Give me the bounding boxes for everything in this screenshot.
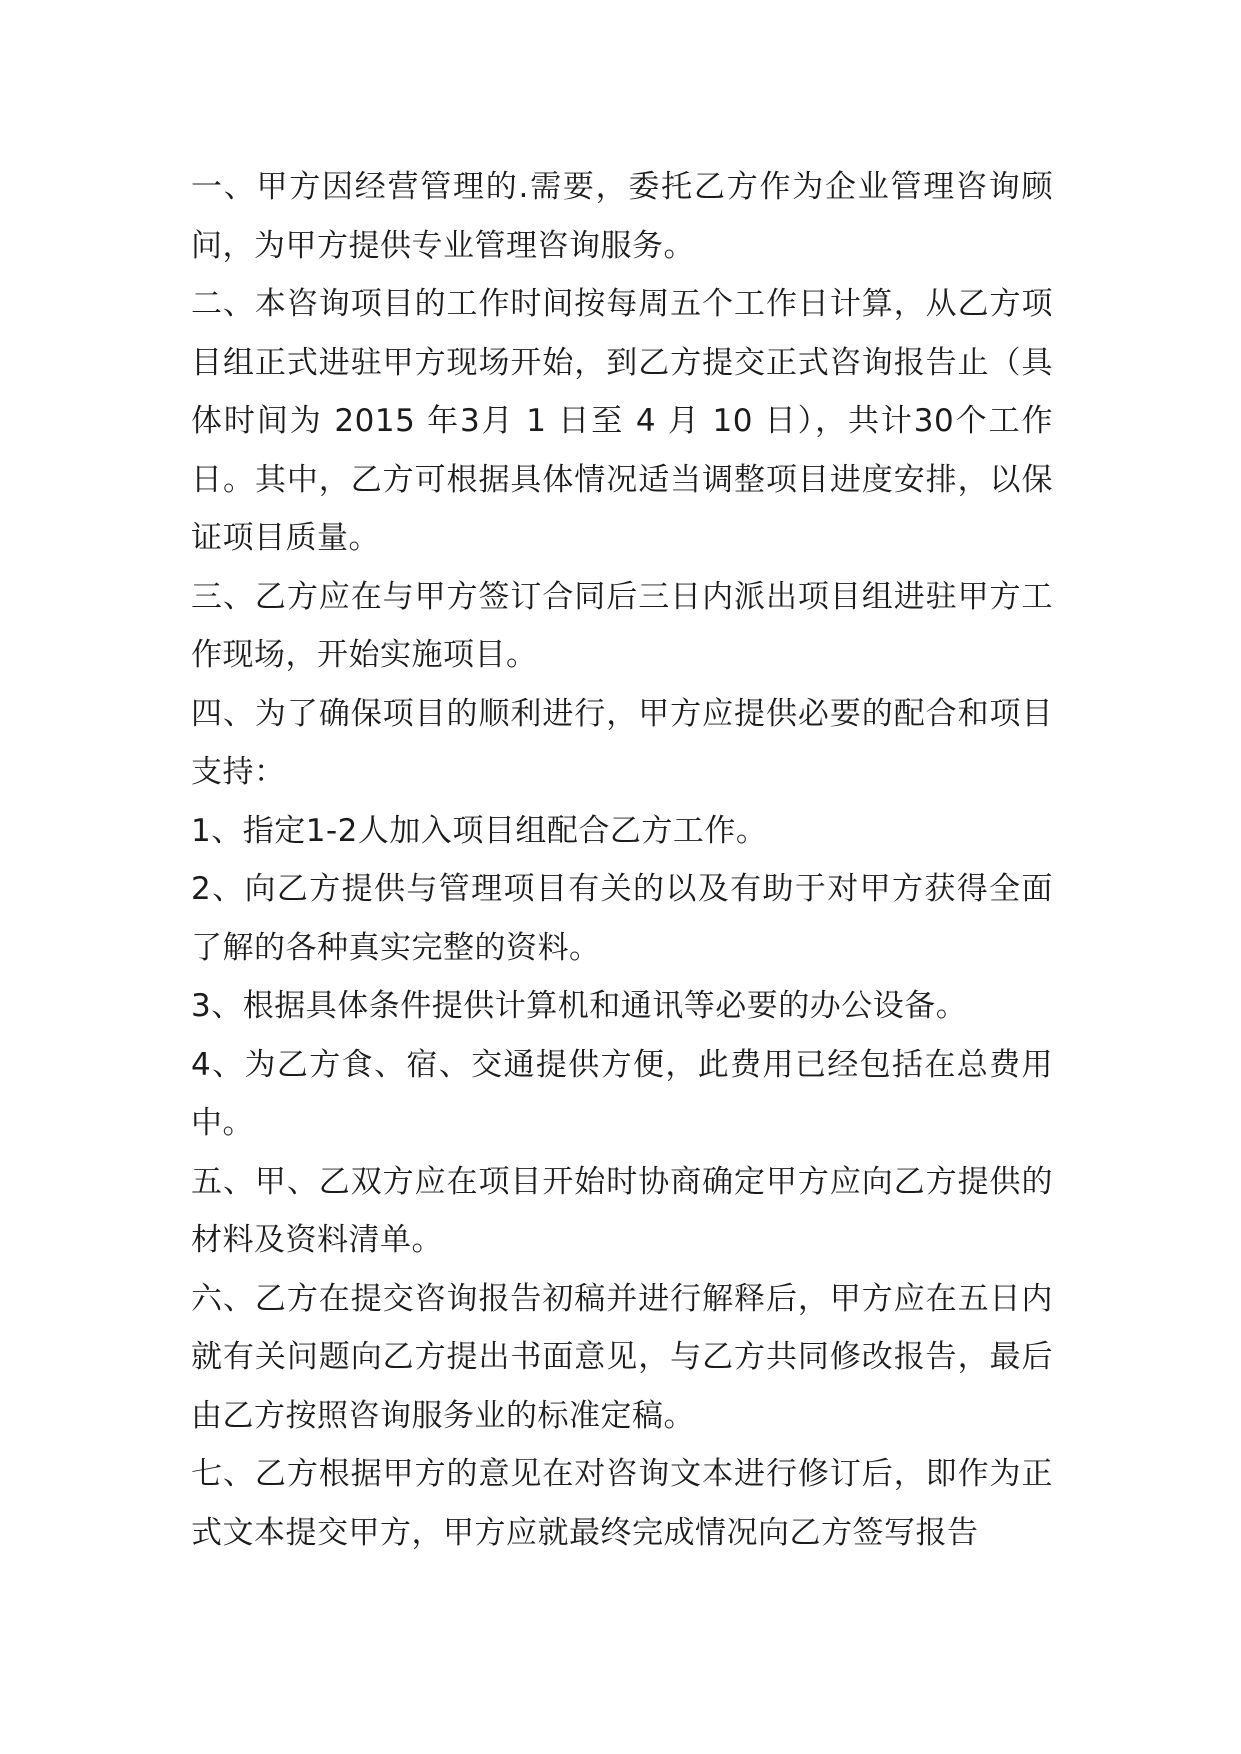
paragraph-clause-1: 一、甲方因经营管理的.需要，委托乙方作为企业管理咨询顾问，为甲方提供专业管理咨询服务。 — [191, 169, 1053, 264]
paragraph-item-3: 3、根据具体条件提供计算机和通讯等必要的办公设备。 — [191, 988, 968, 1024]
paragraph-clause-3: 三、乙方应在与甲方签订合同后三日内派出项目组进驻甲方工作现场，开始实施项目。 — [191, 578, 1053, 673]
document-body — [191, 158, 1053, 1562]
paragraph-clause-5: 五、甲、乙双方应在项目开始时协商确定甲方应向乙方提供的材料及资料清单。 — [191, 1163, 1053, 1258]
paragraph-item-2: 2、向乙方提供与管理项目有关的以及有助于对甲方获得全面了解的各种真实完整的资料。 — [191, 871, 1053, 966]
paragraph-clause-7: 七、乙方根据甲方的意见在对咨询文本进行修订后，即作为正式文本提交甲方，甲方应就最终完成情况向乙方签写报告 — [191, 1456, 1053, 1551]
paragraph-clause-2: 二、本咨询项目的工作时间按每周五个工作日计算，从乙方项目组正式进驻甲方现场开始，到乙方提交正式咨询报告止（具体时间为 2015 年3月 1 日至 4 月 10 日），共计30个工作日。其中，乙方可根据具体情况适当调整项目进度安排，以保证项目质量。 — [191, 286, 1053, 556]
paragraph-item-4: 4、为乙方食、宿、交通提供方便，此费用已经包括在总费用中。 — [191, 1046, 1053, 1141]
paragraph-clause-6: 六、乙方在提交咨询报告初稿并进行解释后，甲方应在五日内就有关问题向乙方提出书面意见，与乙方共同修改报告，最后由乙方按照咨询服务业的标准定稿。 — [191, 1280, 1053, 1434]
paragraph-clause-4: 四、为了确保项目的顺利进行，甲方应提供必要的配合和项目支持： — [191, 695, 1053, 790]
paragraph-item-1: 1、指定1-2人加入项目组配合乙方工作。 — [191, 812, 768, 849]
